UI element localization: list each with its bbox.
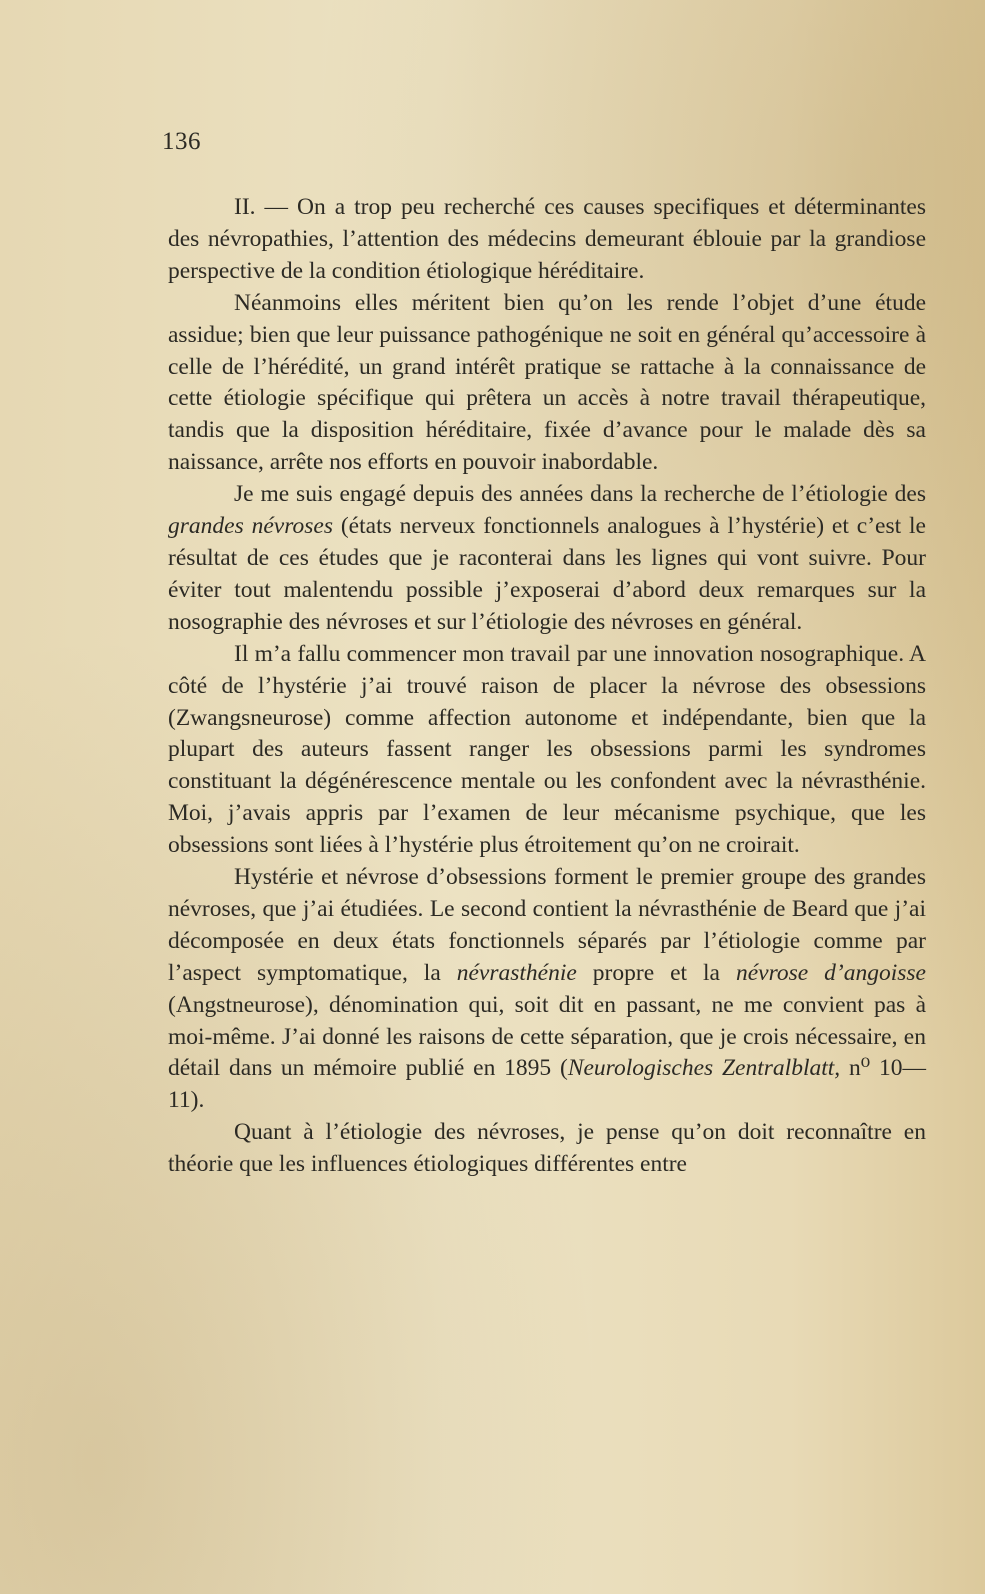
text-run: Néanmoins elles méritent bien qu’on les rende l’objet d’une étude assidue; bien que leur puissance pathogénique ne soit en général qu’accessoire à celle de l’hérédité, un grand intérêt pratique se rattache à la connaissance de cette étiologie spécifique qui prêtera un accès à notre travail thérapeutique, tandis que la disposition héréditaire, fixée d’avance pour le malade dès sa naissance, arrête nos efforts en pouvoir inabordable. [168,289,926,476]
text-run: n⁰ 10—11). [168,1055,926,1114]
italic-term: grandes névroses [168,513,333,540]
paragraph [168,1117,926,1181]
text-run: (Angstneurose), dénomination qui, soit dit en passant, ne me convient pas à moi-même. J’ai donné les raisons de cette séparation, que je crois nécessaire, en détail dans un mémoire publié en 1895 ( [168,991,926,1082]
paragraph [168,288,926,479]
text-run: (états nerveux fonctionnels analogues à l’hystérie) et c’est le résultat de ces études que je raconterai dans les lignes qui vont suivre. Pour éviter tout malentendu possible j’exposerai d’abord deux remarques sur la nosographie des névroses et sur l’étiologie des névroses en général. [168,513,926,635]
italic-term: névrose d’angoisse [735,959,926,986]
text-run: Je me suis engagé depuis des années dans la recherche de l’étiologie des [234,481,926,508]
text-run: Quant à l’étiologie des névroses, je pense qu’on doit reconnaître en théorie que les influences étiologiques différentes entre [168,1119,926,1178]
text-run: Il m’a fallu commencer mon travail par une innovation nosographique. A côté de l’hystérie j’ai trouvé raison de placer la névrose des obsessions (Zwangsneurose) comme affection autonome et indépendante, bien que la plupart des auteurs fassent ranger les obsessions parmi les syndromes constituant la dégénérescence mentale ou les confondent avec la névrasthénie. Moi, j’avais appris par l’examen de leur mécanisme psychique, que les obsessions sont liées à l’hystérie plus étroitement qu’on ne croirait. [168,640,926,859]
paragraph [168,192,926,288]
page-number: 136 [162,128,201,155]
paragraph [168,639,926,862]
text-run: propre et la [576,959,736,986]
text-run: Hystérie et névrose d’obsessions forment le premier groupe des grandes névroses, que j’ai étudiées. Le second contient la névrasthénie de Beard que j’ai décomposée en deux états fonctionnels séparés par l’étiologie comme par l’aspect symptomatique, la [168,864,926,986]
paragraph [168,479,926,639]
body-text [168,192,926,1181]
italic-citation: Neurologisches Zentralblatt, [567,1055,841,1082]
text-run: II. — On a trop peu recherché ces causes specifiques et déterminantes des névropathies, l’attention des médecins demeurant éblouie par la grandiose perspective de la condition étiologique héréditaire. [168,194,926,284]
italic-term: névrasthénie [456,959,577,986]
paragraph [168,862,926,1117]
